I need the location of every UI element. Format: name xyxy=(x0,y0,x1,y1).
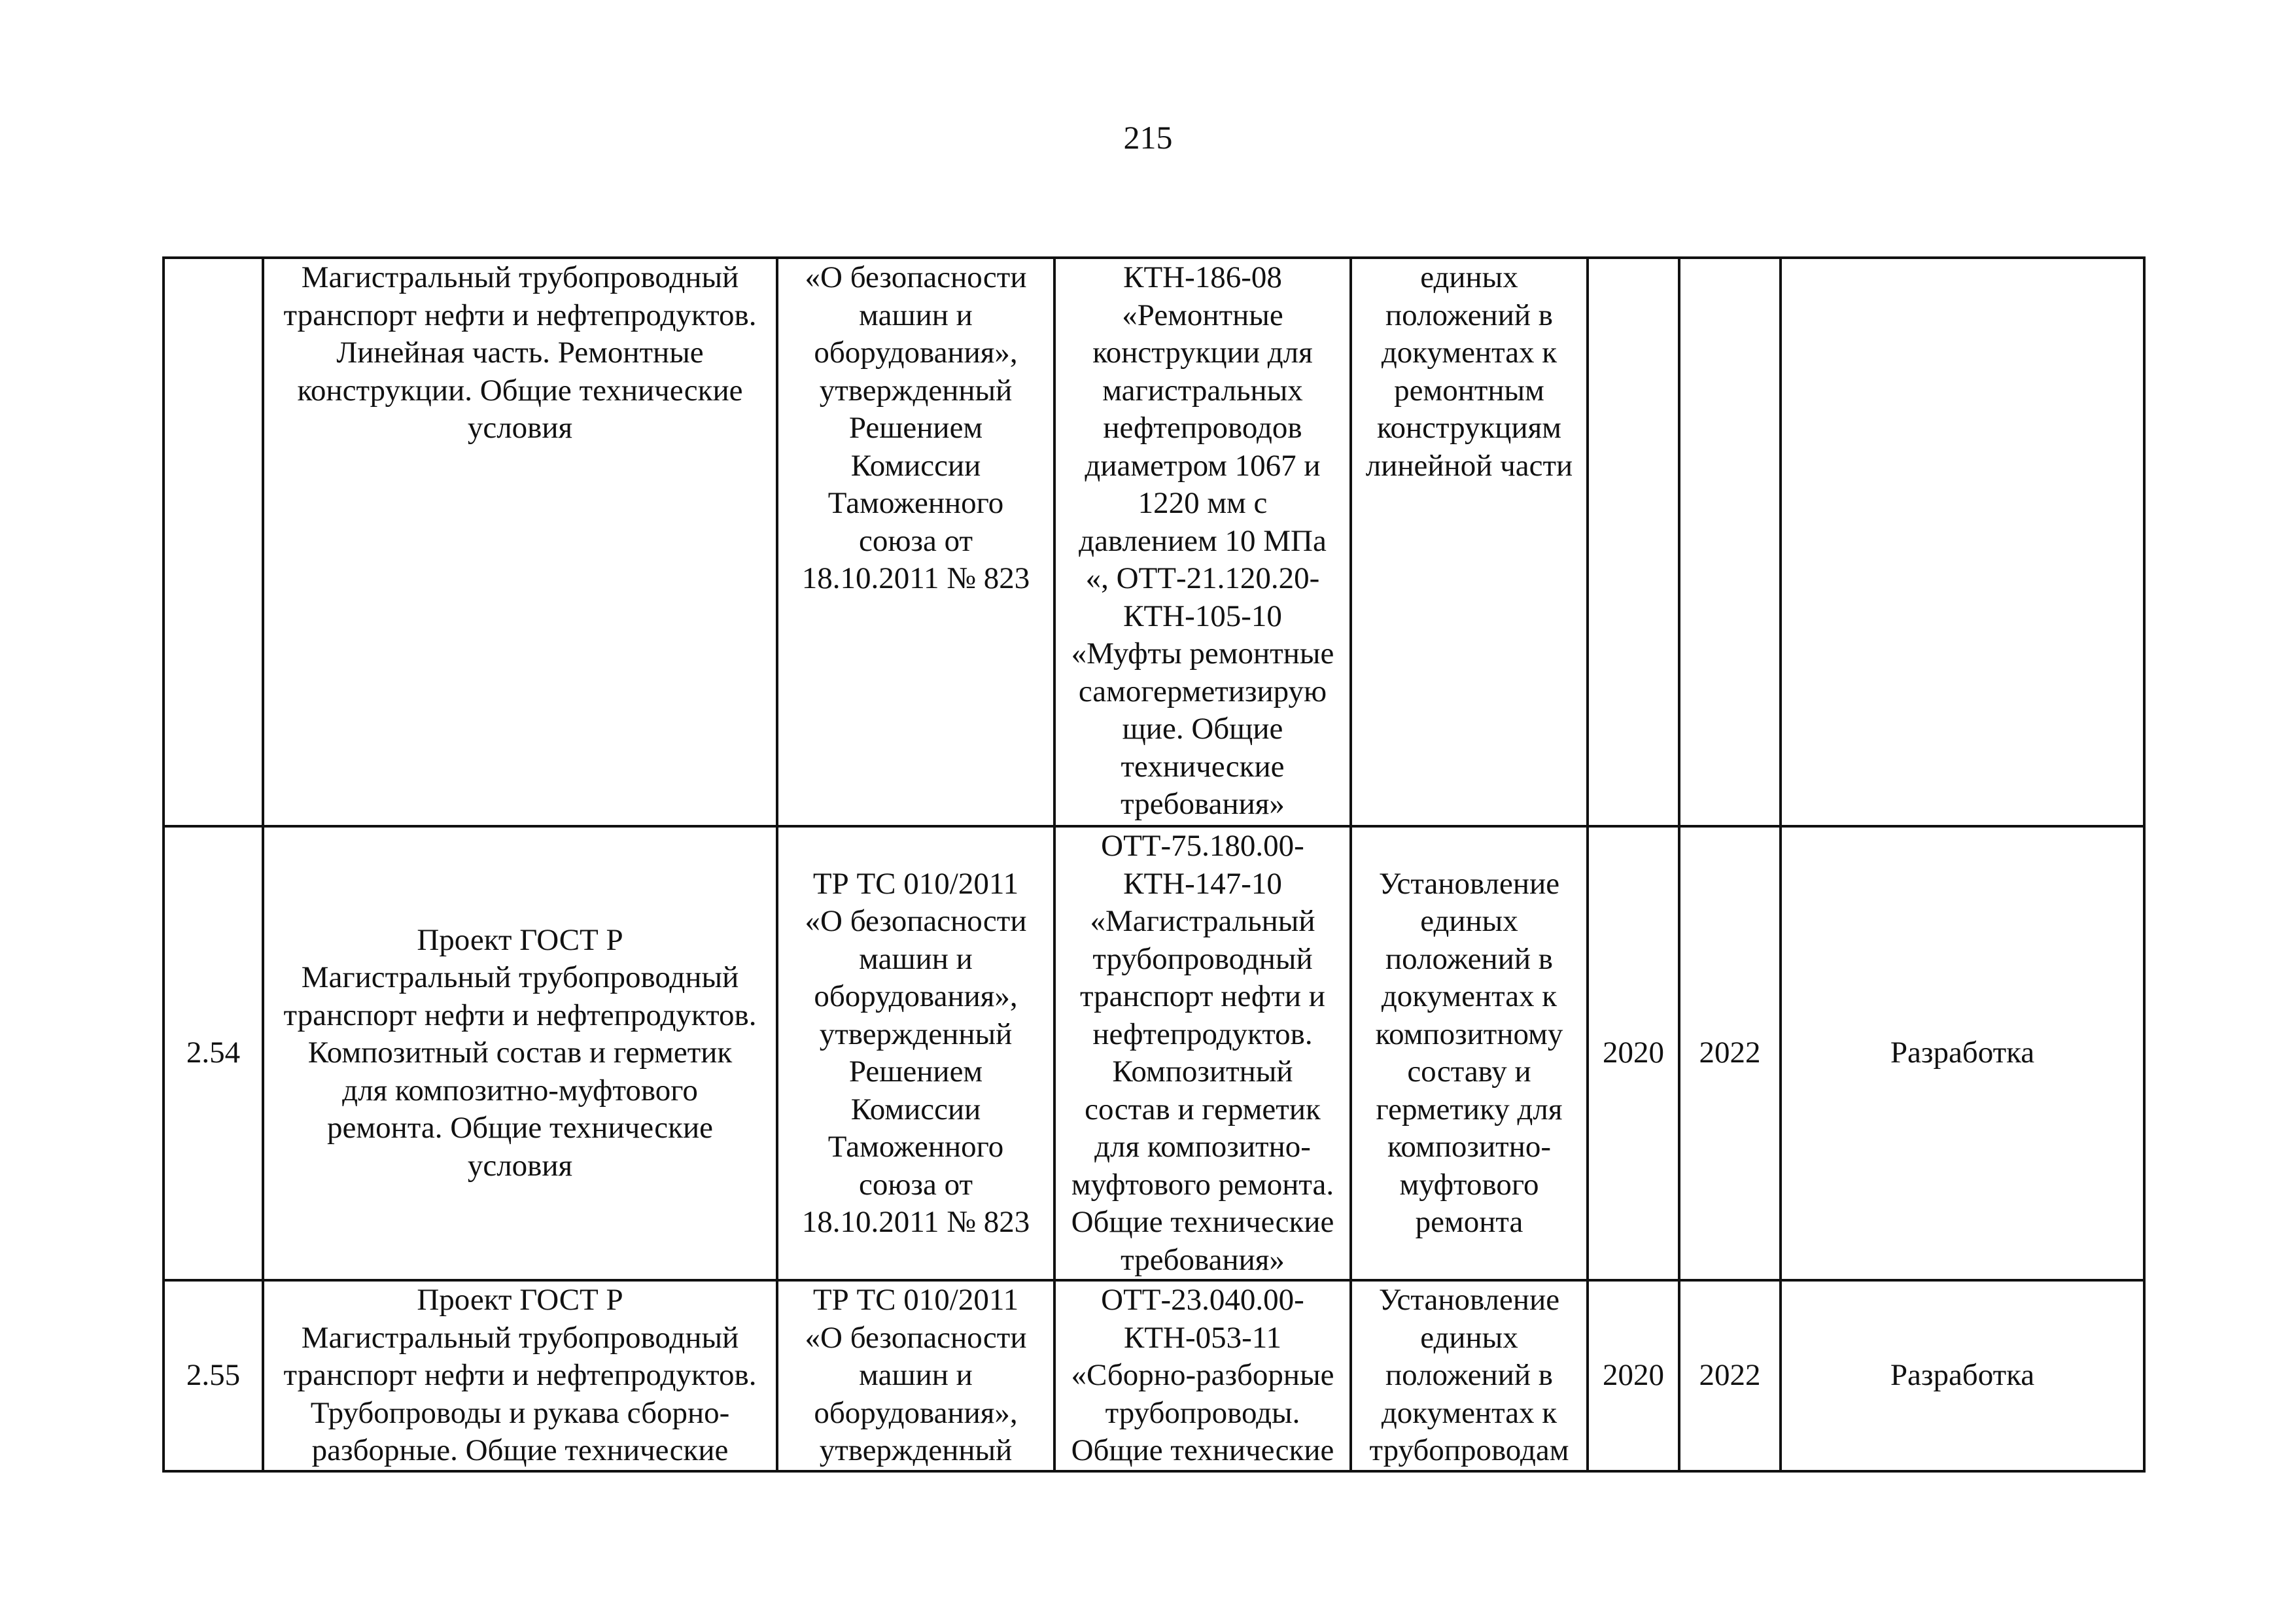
standard-title-cell: Проект ГОСТ Р Магистральный трубопроводный транспорт нефти и нефтепродуктов. Композитный состав и герметик для композитно-муфтового ремонта. Общие технические условия xyxy=(263,826,777,1280)
table-row xyxy=(164,258,2144,826)
ott-reference-cell: ОТТ-23.040.00- КТН-053-11 «Сборно-разборные трубопроводы. Общие технические xyxy=(1054,1280,1351,1471)
start-year-cell: 2020 xyxy=(1588,1280,1679,1471)
end-year-cell xyxy=(1679,258,1781,826)
table-row xyxy=(164,1280,2144,1471)
start-year-cell: 2020 xyxy=(1588,826,1679,1280)
technical-regulation-cell: ТР ТС 010/2011 «О безопасности машин и оборудования», утвержденный Решением Комиссии Таможенного союза от 18.10.2011 № 823 xyxy=(777,826,1054,1280)
purpose-cell: Установление единых положений в документах к композитному составу и герметику для композитно- муфтового ремонта xyxy=(1351,826,1588,1280)
work-type-cell: Разработка xyxy=(1781,826,2144,1280)
ott-reference-cell: КТН-186-08 «Ремонтные конструкции для магистральных нефтепроводов диаметром 1067 и 1220 мм с давлением 10 МПа «, ОТТ-21.120.20- КТН-105-10 «Муфты ремонтные самогерметизирую щие. Общие технические требования» xyxy=(1054,258,1351,826)
technical-regulation-cell: «О безопасности машин и оборудования», утвержденный Решением Комиссии Таможенного союза от 18.10.2011 № 823 xyxy=(777,258,1054,826)
work-type-cell: Разработка xyxy=(1781,1280,2144,1471)
start-year-cell xyxy=(1588,258,1679,826)
purpose-cell: Установление единых положений в документах к трубопроводам xyxy=(1351,1280,1588,1471)
row-number-cell xyxy=(164,258,263,826)
technical-regulation-cell: ТР ТС 010/2011 «О безопасности машин и оборудования», утвержденный xyxy=(777,1280,1054,1471)
purpose-cell: единых положений в документах к ремонтным конструкциям линейной части xyxy=(1351,258,1588,826)
standard-title-cell: Магистральный трубопроводный транспорт нефти и нефтепродуктов. Линейная часть. Ремонтные конструкции. Общие технические условия xyxy=(263,258,777,826)
standard-title-cell: Проект ГОСТ Р Магистральный трубопроводный транспорт нефти и нефтепродуктов. Трубопроводы и рукава сборно- разборные. Общие технические xyxy=(263,1280,777,1471)
page-number: 215 xyxy=(1123,119,1173,156)
table-row xyxy=(164,826,2144,1280)
standards-table xyxy=(162,256,2146,1473)
end-year-cell: 2022 xyxy=(1679,1280,1781,1471)
row-number-cell: 2.54 xyxy=(164,826,263,1280)
ott-reference-cell: ОТТ-75.180.00- КТН-147-10 «Магистральный трубопроводный транспорт нефти и нефтепродуктов. Композитный состав и герметик для композитно- муфтового ремонта. Общие технические требования» xyxy=(1054,826,1351,1280)
end-year-cell: 2022 xyxy=(1679,826,1781,1280)
row-number-cell: 2.55 xyxy=(164,1280,263,1471)
work-type-cell xyxy=(1781,258,2144,826)
